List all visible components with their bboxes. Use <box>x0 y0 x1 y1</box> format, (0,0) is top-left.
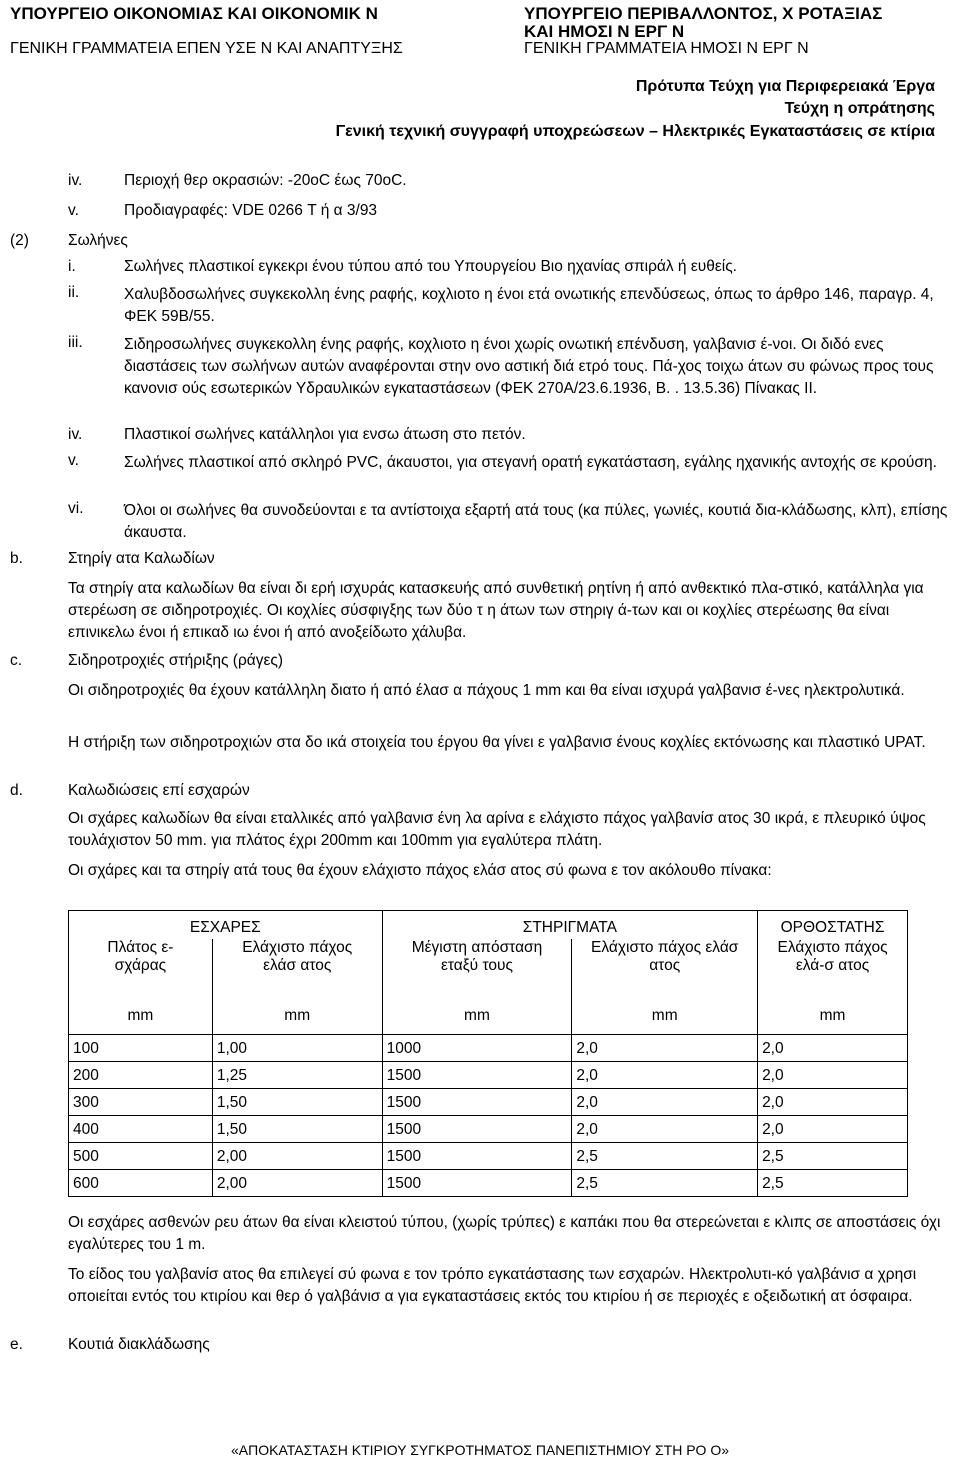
item-number: vi. <box>68 500 84 517</box>
doc-volume-title: Τεύχη η οπράτησης <box>784 100 935 117</box>
section-letter: d. <box>10 782 23 799</box>
table-cell: 1500 <box>382 1116 572 1143</box>
temperature-range-text: Περιοχή θερ οκρασιών: -20oC έως 70oC. <box>124 172 407 189</box>
paragraph: Οι σιδηροτροχιές θα έχουν κατάλληλη διατο ή από έλασ α πάχους 1 mm και θα είναι ισχυρά γαλβανισ έ-νες ηλεκτρολυτικά. <box>68 682 905 699</box>
unit-cell: mm <box>382 1007 572 1035</box>
header-tray-width: Πλάτος ε-σχάρας <box>69 939 213 1007</box>
paragraph: Σωλήνες πλαστικοί εγκεκρι ένου τύπου από του Υπουργείου Βιο ηχανίας σπιράλ ή ευθείς. <box>124 258 737 275</box>
unit-cell: mm <box>572 1007 758 1035</box>
table-cell: 2,0 <box>758 1089 908 1116</box>
table-cell: 1500 <box>382 1143 572 1170</box>
section-heading-pipes: Σωλήνες <box>68 232 128 249</box>
table-cell: 2,5 <box>572 1170 758 1197</box>
group-header-trays: ΕΣΧΑΡΕΣ <box>69 911 383 939</box>
table-cell: 400 <box>69 1116 213 1143</box>
paragraph: Οι σχάρες καλωδίων θα είναι εταλλικές από γαλβανισ ένη λα αρίνα ε ελάχιστο πάχος γαλβανίσ ατος 30 ικρά, ε πλευρικό ύψος τουλάχιστον 50 mm. για πλάτος έχρι 200mm και 100mm για εγαλύτερα πλάτη. <box>68 810 926 849</box>
header-tray-thickness: Ελάχιστο πάχος ελάσ ατος <box>212 939 382 1007</box>
table-cell: 1500 <box>382 1089 572 1116</box>
paragraph: Σωλήνες πλαστικοί από σκληρό PVC, άκαυστοι, για στεγανή ορατή εγκατάσταση, εγάλης ηχανικής αντοχής σε κρούση. <box>124 454 937 471</box>
table-cell: 300 <box>69 1089 213 1116</box>
paragraph: Πλαστικοί σωλήνες κατάλληλοι για ενσω άτωση στο πετόν. <box>124 426 526 443</box>
specifications-text: Προδιαγραφές: VDE 0266 Τ ή α 3/93 <box>124 202 378 219</box>
table-cell: 200 <box>69 1062 213 1089</box>
table-row <box>69 1035 908 1062</box>
group-header-supports: ΣΤΗΡΙΓΜΑΤΑ <box>382 911 757 939</box>
table-cell: 2,5 <box>572 1143 758 1170</box>
item-number: i. <box>68 258 76 275</box>
table-cell: 1,25 <box>212 1062 382 1089</box>
table-cell: 1500 <box>382 1062 572 1089</box>
table-cell: 2,5 <box>758 1143 908 1170</box>
table-cell: 2,0 <box>758 1035 908 1062</box>
ministry-left-title: ΥΠΟΥΡΓΕΙΟ ΟΙΚΟΝΟΜΙΑΣ ΚΑΙ ΟΙΚΟΝΟΜΙΚ Ν <box>10 4 378 23</box>
ministry-right-title-1: ΥΠΟΥΡΓΕΙΟ ΠΕΡΙΒΑΛΛΟΝΤΟΣ, Χ ΡΟΤΑΞΙΑΣ <box>524 4 883 23</box>
table-cell: 2,0 <box>572 1062 758 1089</box>
table-cell: 1,50 <box>212 1089 382 1116</box>
item-number: v. <box>68 452 79 469</box>
paragraph: Οι εσχάρες ασθενών ρευ άτων θα είναι κλειστού τύπου, (χωρίς τρύπες) ε καπάκι που θα στερεώνεται ε κλιπς σε αποστάσεις όχι εγαλύτερες του 1 m. <box>68 1214 941 1253</box>
table-cell: 2,5 <box>758 1170 908 1197</box>
paragraph: Οι σχάρες και τα στηρίγ ατά τους θα έχουν ελάχιστο πάχος ελάσ ατος σύ φωνα ε τον ακόλουθο πίνακα: <box>68 862 772 879</box>
paragraph: Χαλυβδοσωλήνες συγκεκολλη ένης ραφής, κοχλιοτο η ένοι ετά ονωτικής επενδύσεως, όπως το άρθρο 146, παραγρ. 4, ΦΕΚ 59Β/55. <box>124 286 934 325</box>
table-cell: 2,0 <box>572 1116 758 1143</box>
table-row <box>69 1062 908 1089</box>
unit-cell: mm <box>212 1007 382 1035</box>
table-cell: 500 <box>69 1143 213 1170</box>
section-heading-cable-supports: Στηρίγ ατα Καλωδίων <box>68 550 215 567</box>
ministry-left-subtitle: ΓΕΝΙΚΗ ΓΡΑΜΜΑΤΕΙΑ ΕΠΕΝ ΥΣΕ Ν ΚΑΙ ΑΝΑΠΤΥΞΗΣ <box>10 40 403 57</box>
doc-section-title: Γενική τεχνική συγγραφή υποχρεώσεων – Ηλεκτρικές Εγκαταστάσεις σε κτίρια <box>335 123 935 140</box>
section-letter: e. <box>10 1336 23 1353</box>
unit-cell: mm <box>758 1007 908 1035</box>
paragraph: Όλοι οι σωλήνες θα συνοδεύονται ε τα αντίστοιχα εξαρτή ατά τους (κα πύλες, γωνιές, κουτιά δια-κλάδωσης, κλπ), επίσης άκαυστα. <box>124 502 948 541</box>
table-cell: 2,0 <box>572 1089 758 1116</box>
table-cell: 1,00 <box>212 1035 382 1062</box>
table-units-row <box>69 1007 908 1035</box>
table-cell: 2,00 <box>212 1170 382 1197</box>
ministry-right-title-2: ΚΑΙ ΗΜΟΣΙ Ν ΕΡΓ Ν <box>524 22 685 41</box>
table-cell: 1000 <box>382 1035 572 1062</box>
item-number: iii. <box>68 334 83 351</box>
item-number: ii. <box>68 284 80 301</box>
table-row <box>69 1143 908 1170</box>
header-max-spacing: Μέγιστη απόσταση εταξύ τους <box>382 939 572 1007</box>
header-support-thickness: Ελάχιστο πάχος ελάσ ατος <box>572 939 758 1007</box>
paragraph: Η στήριξη των σιδηροτροχιών στα δο ικά στοιχεία του έργου θα γίνει ε γαλβανισ ένους κοχλίες εκτόνωσης και πλαστικό UPAT. <box>68 734 926 751</box>
paragraph: Τα στηρίγ ατα καλωδίων θα είναι δι ερή ισχυράς κατασκευής από συνθετική ρητίνη ή από ανθεκτικό πλα-στικό, κατάλληλα για στερέωση σε σιδηροτροχιές. Οι κοχλίες σύσφιγξης των δύο τ η άτων των στηριγ ά-των και οι κοχλίες στερέωσης θα είναι επινικελω ένοι ή επικαδ ιω ένοι ή από ανοξείδωτο χάλυβα. <box>68 580 924 641</box>
table-cell: 1,50 <box>212 1116 382 1143</box>
table-cell: 2,0 <box>758 1062 908 1089</box>
table-cell: 2,00 <box>212 1143 382 1170</box>
table-cell: 1500 <box>382 1170 572 1197</box>
tray-thickness-table <box>68 910 908 1197</box>
paragraph: Σιδηροσωλήνες συγκεκολλη ένης ραφής, κοχλιοτο η ένοι χωρίς ονωτική επένδυση, γαλβανισ έ-νοι. Οι διδό ενες διαστάσεις των σωλήνων αυτών αναφέρονται στην ονο αστική διά ετρό τους. Πά-χος τοιχω άτων συ φώνως προς τους κανονισ ούς εσωτερικών Υδραυλικών εγκαταστάσεων (ΦΕΚ 270Α/23.6.1936, Β. . 13.5.36) Πίνακας ΙΙ. <box>124 336 934 397</box>
header-upright-thickness: Ελάχιστο πάχος ελά-σ ατος <box>758 939 908 1007</box>
section-heading-rails: Σιδηροτροχιές στήριξης (ράγες) <box>68 652 284 669</box>
section-heading-cable-trays: Καλωδιώσεις επί εσχαρών <box>68 782 250 799</box>
table-row <box>69 1116 908 1143</box>
table-header-row <box>69 939 908 1007</box>
item-number: iv. <box>68 426 83 443</box>
table-cell: 600 <box>69 1170 213 1197</box>
page-footer: «ΑΠΟΚΑΤΑΣΤΑΣΗ ΚΤΙΡΙΟΥ ΣΥΓΚΡΟΤΗΜΑΤΟΣ ΠΑΝΕΠΙΣΤΗΜΙΟΥ ΣΤΗ ΡΟ Ο» <box>231 1442 729 1458</box>
paragraph: Το είδος του γαλβανίσ ατος θα επιλεγεί σύ φωνα ε τον τρόπο εγκατάστασης των εσχαρών. Ηλεκτρολυτι-κό γαλβάνισ α χρησι οποιείται εντός του κτιρίου και θερ ό γαλβάνισ α για εγκαταστάσεις εκτός του κτιρίου ή σε περιοχές ε οξειδωτική ατ όσφαιρα. <box>68 1266 917 1305</box>
table-row <box>69 1170 908 1197</box>
section-letter: c. <box>10 652 23 669</box>
section-heading-junction-boxes: Κουτιά διακλάδωσης <box>68 1336 210 1353</box>
table-cell: 2,0 <box>758 1116 908 1143</box>
doc-series-title: Πρότυπα Τεύχη για Περιφερειακά Έργα <box>635 78 935 95</box>
table-row <box>69 1089 908 1116</box>
section-letter: b. <box>10 550 23 567</box>
table-cell: 100 <box>69 1035 213 1062</box>
ministry-right-subtitle: ΓΕΝΙΚΗ ΓΡΑΜΜΑΤΕΙΑ ΗΜΟΣΙ Ν ΕΡΓ Ν <box>524 40 809 57</box>
item-number: iv. <box>68 172 83 189</box>
unit-cell: mm <box>69 1007 213 1035</box>
item-number: v. <box>68 202 79 219</box>
table-cell: 2,0 <box>572 1035 758 1062</box>
group-header-uprights: ΟΡΘΟΣΤΑΤΗΣ <box>758 911 908 939</box>
table-group-row <box>69 911 908 939</box>
section-number: (2) <box>10 232 29 249</box>
